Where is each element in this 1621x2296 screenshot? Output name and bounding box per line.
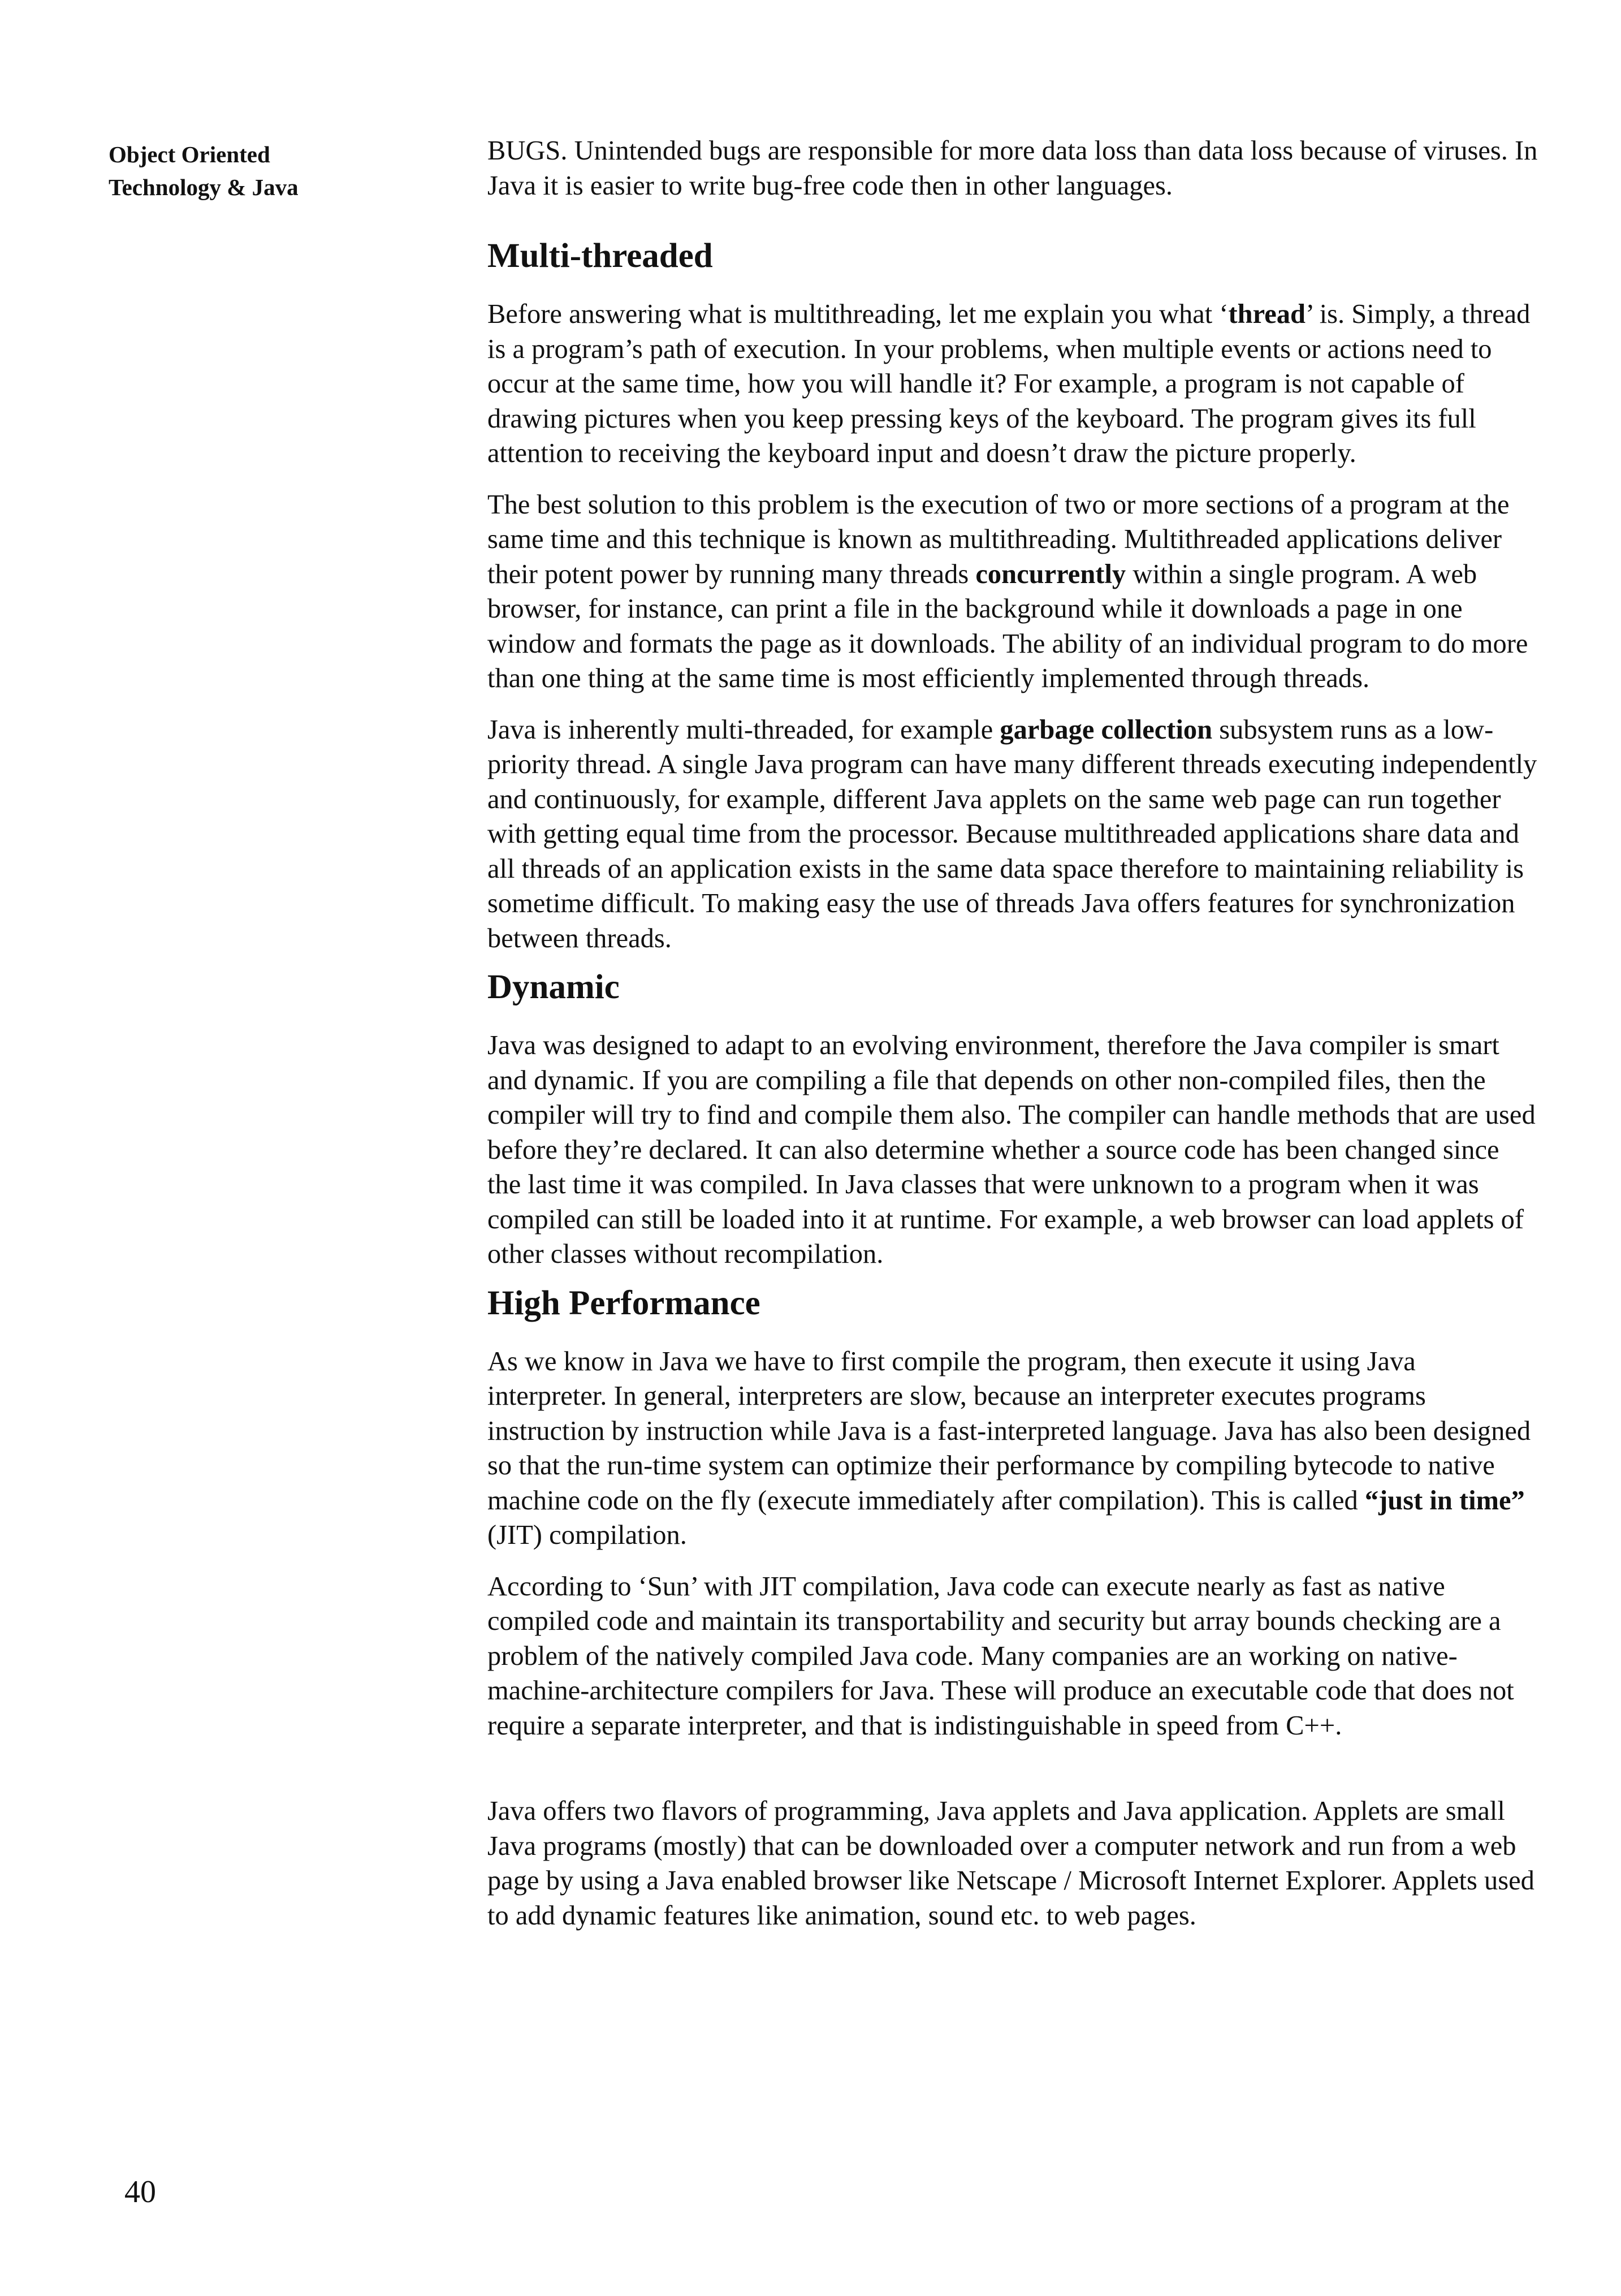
paragraph-bugs: BUGS. Unintended bugs are responsible for more data loss than data loss because of viruses. In Java it is easier to write bug-free code then in other languages. (487, 136, 1538, 201)
text-segment: Before answering what is multithreading, let me explain you what ‘ (487, 299, 1229, 329)
paragraph-interpreter (487, 1344, 1539, 1553)
paragraph-java-multithreaded (487, 713, 1539, 956)
paragraph-jit-compilation: According to ‘Sun’ with JIT compilation, Java code can execute nearly as fast as native compiled code and maintain its transportability and security but array bounds checking are a problem of the natively compiled Java code. Many companies are an working on native-machine-architecture compilers for Java. These will produce an executable code that does not require a separate interpreter, and that is indistinguishable in speed from C++. (487, 1571, 1514, 1741)
paragraph-applets: Java offers two flavors of programming, Java applets and Java application. Applets are small Java programs (mostly) that can be downloaded over a computer network and run from a web page by using a Java enabled browser like Netscape / Microsoft Internet Explorer. Applets used to add dynamic features like animation, sound etc. to web pages. (487, 1796, 1534, 1931)
page-number: 40 (124, 2174, 156, 2209)
text-segment: ’ is. Simply, a thread is a program’s path of execution. In your problems, when multiple events or actions need to occur at the same time, how you will handle it? For example, a program is not capable of drawing pictures when you keep pressing keys of the keyboard. The program gives its full attention to receiving the keyboard input and doesn’t draw the picture properly. (487, 299, 1531, 468)
heading-dynamic: Dynamic (487, 968, 620, 1006)
text-segment: within a single program. A web browser, for instance, can print a file in the background while it downloads a page in one window and formats the page as it downloads. The ability of an individual program to do more than one thing at the same time is most efficiently implemented through threads. (487, 559, 1528, 693)
paragraph-multithreading-solution (487, 487, 1539, 696)
heading-multi-threaded: Multi-threaded (487, 237, 713, 275)
bold-term-just-in-time: “just in time” (1364, 1485, 1525, 1516)
text-segment: The best solution to this problem is the execution of two or more sections of a program at the same time and this technique is known as multithreading. Multithreaded applications deliver their potent power by running many threads (487, 489, 1510, 589)
page-body (487, 133, 1539, 1933)
running-header-line-1: Object Oriented (109, 141, 270, 167)
paragraph-thread-definition (487, 297, 1539, 471)
text-segment: As we know in Java we have to first compile the program, then execute it using Java interpreter. In general, interpreters are slow, because an interpreter executes programs instruction by instruction while Java is a fast-interpreted language. Java has also been designed so that the run-time system can optimize their performance by compiling bytecode to native machine code on the fly (execute immediately after compilation). This is called (487, 1346, 1531, 1516)
bold-term-concurrently: concurrently (975, 559, 1126, 589)
text-segment: Java is inherently multi-threaded, for example (487, 714, 1000, 745)
text-segment: subsystem runs as a low-priority thread. A single Java program can have many different threads executing independently and continuously, for example, different Java applets on the same web page can run together with getting equal time from the processor. Because multithreaded applications share data and all threads of an application exists in the same data space therefore to maintaining reliability is sometime difficult. To making easy the use of threads Java offers features for synchronization between threads. (487, 714, 1537, 953)
bold-term-garbage-collection: garbage collection (1000, 714, 1213, 745)
running-header (109, 138, 346, 204)
running-header-line-2: Technology & Java (109, 174, 299, 200)
bold-term-thread: thread (1228, 299, 1306, 329)
text-segment: (JIT) compilation. (487, 1520, 687, 1550)
paragraph-dynamic: Java was designed to adapt to an evolving environment, therefore the Java compiler is smart and dynamic. If you are compiling a file that depends on other non-compiled files, then the compiler will try to find and compile them also. The compiler can handle methods that are used before they’re declared. It can also determine whether a source code has been changed since the last time it was compiled. In Java classes that were unknown to a program when it was compiled can still be loaded into it at runtime. For example, a web browser can load applets of other classes without recompilation. (487, 1030, 1536, 1269)
heading-high-performance: High Performance (487, 1284, 760, 1322)
